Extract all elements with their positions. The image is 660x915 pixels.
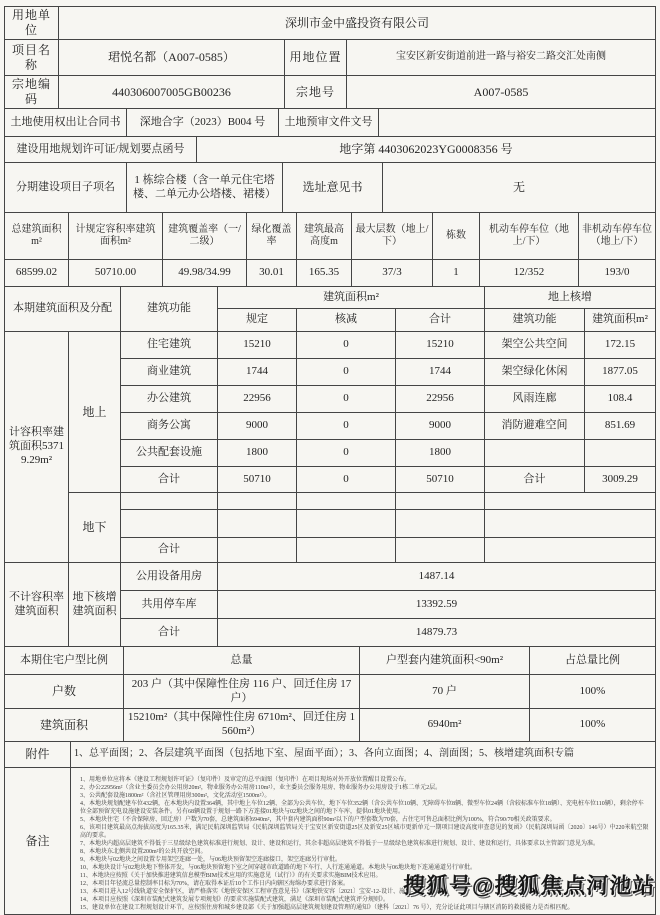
remark-line: 10、本地块设计与02地块地下整体开发，与06地块预留地下室之间穿越市政道路的地下车行、人行连通通道。本地块与06地块地下连通通道另行审批。 <box>80 864 477 871</box>
empty-cell <box>121 510 218 538</box>
row-planned: 1744 <box>218 359 297 386</box>
parcel-code-label: 宗地编码 <box>5 76 59 109</box>
remark-line: 15、建设单位在建设工程规划设计环节，应按照住房和城乡建设部《关于加强超高层建筑规划建设管理的通知》（建科〔2021〕76 号），充分论证此项目与辖区消防的救援能力是否相匹配。 <box>80 904 574 911</box>
below-total-label: 合计 <box>121 538 218 563</box>
row-function: 合计 <box>121 619 218 647</box>
empty-cell <box>218 538 297 563</box>
remark-line: 11、本地块应按照《关于加快推进建筑信息模型BIM技术应用的实施意见（试行）》的有关要求实施BIM技术应用。 <box>80 872 382 879</box>
remark-line: 2、办公22956m²（含业主委员会办公用房20m²，物业服务办公用房110m²），业主委员会服务用房、物业服务办公用房设于1栋二单元2层。 <box>80 784 442 791</box>
allocation-col-function: 建筑功能 <box>121 287 218 332</box>
land-unit-label: 用地单位 <box>5 7 59 40</box>
permit-value: 地字第 4403062023YG0008356 号 <box>197 137 656 163</box>
row-total: 1744 <box>396 359 485 386</box>
parcel-no-label: 宗地号 <box>285 76 347 109</box>
housing-row-total: 15210m²（其中保障性住房 6710m²、回迁住房 1560m²） <box>124 709 360 742</box>
allocation-col-planned: 规定 <box>218 309 297 332</box>
housing-col-ratio: 占总量比例 <box>530 647 656 675</box>
pre-review-value <box>379 109 656 137</box>
remark-line: 1、用地单位应将本《建设工程规划许可证》（复印件）及审定的总平面图（复印件）在项目现场对外开放位置醒目设置公布。 <box>80 777 411 783</box>
row-function: 商务公寓 <box>121 413 218 440</box>
facts-header-greening: 绿化覆盖率 <box>247 213 297 260</box>
key-facts-table <box>4 212 656 287</box>
pre-review-label: 土地预审文件文号 <box>279 109 379 137</box>
parcel-code-value: 440306007005GB00236 <box>59 76 285 109</box>
below-bonus-label: 地下核增建筑面积 <box>69 563 121 647</box>
row-planned: 15210 <box>218 332 297 359</box>
row-function: 公共配套设施 <box>121 440 218 467</box>
below-ground-label: 地下 <box>69 493 121 563</box>
contract-table <box>4 108 656 137</box>
empty-cell <box>218 510 297 538</box>
empty-cell <box>396 538 485 563</box>
allocation-col-reduced: 核减 <box>297 309 396 332</box>
remark-line: 14、本项目应按照《深圳市装配式建筑发展专项规划》的要求实施装配式建筑，满足《深圳市装配式建筑评分规则》。 <box>80 896 390 903</box>
row-reduced: 0 <box>297 359 396 386</box>
land-location-value: 宝安区新安街道前进一路与裕安二路交汇处南侧 <box>347 40 656 76</box>
facts-header-height: 建筑最高高度m <box>297 213 352 260</box>
empty-cell <box>396 510 485 538</box>
sohu-watermark: 搜狐号@搜狐焦点河池站 <box>402 873 656 898</box>
empty-cell <box>297 538 396 563</box>
empty-cell <box>297 510 396 538</box>
empty-cell <box>485 538 656 563</box>
above-ground-label: 地上 <box>69 332 121 493</box>
row-function: 住宅建筑 <box>121 332 218 359</box>
site-opinion-value: 无 <box>383 163 656 213</box>
site-opinion-label: 选址意见书 <box>283 163 383 213</box>
allocation-col-bonus-area: 建筑面积m² <box>585 309 656 332</box>
sub-project-value: 1 栋综合楼（含一单元住宅塔楼、二单元办公塔楼、裙楼） <box>127 163 283 213</box>
row-reduced: 0 <box>297 467 396 493</box>
facts-header-coverage: 建筑覆盖率（一/二级） <box>163 213 247 260</box>
housing-row-ratio: 100% <box>530 675 656 709</box>
facts-value-buildings: 1 <box>433 260 480 287</box>
project-name-value: 珺悦名都（A007-0585） <box>59 40 285 76</box>
row-bonus-area: 172.15 <box>585 332 656 359</box>
row-planned: 1800 <box>218 440 297 467</box>
row-function: 合计 <box>121 467 218 493</box>
facts-header-far-area: 计规定容积率建筑面积m² <box>69 213 163 260</box>
row-bonus-function: 架空公共空间 <box>485 332 585 359</box>
far-area-label: 计容积率建筑面积53719.29m² <box>5 332 69 563</box>
empty-cell <box>485 510 656 538</box>
row-bonus-area: 851.69 <box>585 413 656 440</box>
empty-cell <box>218 493 297 510</box>
housing-row-small: 70 户 <box>360 675 530 709</box>
row-total: 22956 <box>396 386 485 413</box>
allocation-col-bonus-function: 建筑功能 <box>485 309 585 332</box>
row-value: 14879.73 <box>218 619 656 647</box>
facts-header-buildings: 栋数 <box>433 213 480 260</box>
land-unit-value: 深圳市金中盛投资有限公司 <box>59 7 656 40</box>
allocation-section-label: 本期建筑面积及分配 <box>5 287 121 332</box>
housing-col-total: 总量 <box>124 647 360 675</box>
row-bonus-function: 风雨连廊 <box>485 386 585 413</box>
permit-no-table <box>4 136 656 163</box>
facts-header-total-area: 总建筑面积m² <box>5 213 69 260</box>
empty-cell <box>297 493 396 510</box>
facts-value-greening: 30.01 <box>247 260 297 287</box>
project-parcel-table <box>4 39 656 109</box>
table-row <box>5 332 656 359</box>
row-total: 1800 <box>396 440 485 467</box>
remarks-label: 备注 <box>5 768 71 915</box>
empty-cell <box>485 493 656 510</box>
nofar-area-label: 不计容积率建筑面积 <box>5 563 69 647</box>
land-contract-label: 土地使用权出让合同书 <box>5 109 127 137</box>
row-total: 9000 <box>396 413 485 440</box>
attachment-label: 附件 <box>5 742 71 768</box>
row-reduced: 0 <box>297 440 396 467</box>
row-bonus-function: 合计 <box>485 467 585 493</box>
allocation-table <box>4 286 656 647</box>
row-bonus-area: 108.4 <box>585 386 656 413</box>
row-planned: 9000 <box>218 413 297 440</box>
row-reduced: 0 <box>297 332 396 359</box>
allocation-col-bonus-group: 地上核增 <box>485 287 656 309</box>
remark-line: 12、本项目年径流总量控制率目标为70%，请在取得本证后10个工作日内向辖区海绵办要求进行备案。 <box>80 880 349 887</box>
sub-project-label: 分期建设项目子项名 <box>5 163 127 213</box>
row-bonus-function: 消防避难空间 <box>485 413 585 440</box>
row-reduced: 0 <box>297 413 396 440</box>
row-bonus-area: 1877.05 <box>585 359 656 386</box>
attachment-table <box>4 741 656 768</box>
row-total: 15210 <box>396 332 485 359</box>
facts-value-parking: 12/352 <box>480 260 579 287</box>
row-reduced: 0 <box>297 386 396 413</box>
remark-line: 6、该项目建筑最高点海拔高度为165.35米，满足民航深圳监管局《民航深圳监管局关于宝安区新安街道25区及新安25区城市更新单元一期项目建设高度审查意见的复函》（民航深圳局函〔2020〕146号）中220米航空限高的要求。 <box>80 824 649 839</box>
housing-row-small: 6940m² <box>360 709 530 742</box>
facts-value-total-area: 68599.02 <box>5 260 69 287</box>
sub-project-table <box>4 162 656 213</box>
remark-line: 5、本地块住宅（不含保障房、回迁房）户数为70套，总建筑面积6940m²，其中套内建筑面积90m²以下的户型套数为70套，占住宅可售总面积比例为100%，符合90/70相关政策要求。 <box>80 816 556 823</box>
housing-row-ratio: 100% <box>530 709 656 742</box>
row-function: 共用停车库 <box>121 591 218 619</box>
table-row <box>5 563 656 591</box>
permit-label: 建设用地规划许可证/规划要点函号 <box>5 137 197 163</box>
row-bonus-area <box>585 440 656 467</box>
housing-row-label: 户数 <box>5 675 124 709</box>
row-function: 办公建筑 <box>121 386 218 413</box>
facts-value-bike-parking: 193/0 <box>579 260 656 287</box>
project-name-label: 项目名称 <box>5 40 59 76</box>
remark-line: 7、本地块内超高层建筑不得低于三星级绿色建筑标准进行规划、设计、建设和运行，其余非超高层建筑不得低于一星级绿色建筑标准进行规划、设计、建设和运行，具体要求以主管部门意见为准。 <box>80 840 600 847</box>
row-value: 1487.14 <box>218 563 656 591</box>
row-bonus-function: 架空绿化休闲 <box>485 359 585 386</box>
empty-cell <box>121 493 218 510</box>
remark-line: 4、本地块规划配建车位432辆，在本地块内设置364辆，其中地上车位12辆、全部为公共车位，地下车位352辆（含公共车位10辆、无障碍车位8辆、微型车位24辆（含较标准车位18辆）、充电桩车位110辆），剩余停车位全部预留充电设施建设安装条件。另有68辆设置于规划一路下方连接01地块与02地块之间的地下车库，提供01地块使用。 <box>80 800 644 815</box>
table-row <box>5 493 656 510</box>
facts-header-floors: 最大层数（地上/下） <box>352 213 433 260</box>
land-contract-value: 深地合字（2023）B004 号 <box>127 109 279 137</box>
land-unit-table <box>4 6 656 40</box>
allocation-col-total: 合计 <box>396 309 485 332</box>
land-location-label: 用地位置 <box>285 40 347 76</box>
facts-value-height: 165.35 <box>297 260 352 287</box>
facts-header-bike-parking: 非机动车停车位（地上/下） <box>579 213 656 260</box>
housing-row-total: 203 户（其中保障性住房 116 户、回迁住房 17 户） <box>124 675 360 709</box>
housing-col-small: 户型套内建筑面积<90m² <box>360 647 530 675</box>
housing-section-label: 本期住宅户型比例 <box>5 647 124 675</box>
row-bonus-function <box>485 440 585 467</box>
remark-line: 9、本地块与02地块之间设置专用架空连廊一处，与06地块预留架空连廊接口，架空连廊另行审批。 <box>80 856 342 863</box>
parcel-no-value: A007-0585 <box>347 76 656 109</box>
attachment-value: 1、总平面图；2、各层建筑平面图（包括地下室、屋面平面）；3、各向立面图；4、剖面图；5、核增建筑面积专篇 <box>71 742 656 768</box>
remark-line: 3、公共配套设施1800m²（含社区管理用房300m²，文化活动室1500m²）。 <box>80 792 271 799</box>
row-total: 50710 <box>396 467 485 493</box>
table-row <box>5 709 656 742</box>
row-bonus-area: 3009.29 <box>585 467 656 493</box>
facts-value-floors: 37/3 <box>352 260 433 287</box>
remark-line: 13、本项目进入12号线轨道安全保护区，请严格落实《地铁安保区工程审查意见书》（深地铁安容〔2021〕宝安-12-设计、施工-3号）要求。 <box>80 888 446 895</box>
row-value: 13392.59 <box>218 591 656 619</box>
facts-header-parking: 机动车停车位（地上/下） <box>480 213 579 260</box>
housing-ratio-table <box>4 646 656 742</box>
allocation-col-area-group: 建筑面积m² <box>218 287 485 309</box>
facts-value-far-area: 50710.00 <box>69 260 163 287</box>
row-planned: 22956 <box>218 386 297 413</box>
table-row <box>5 675 656 709</box>
facts-value-coverage: 49.98/34.99 <box>163 260 247 287</box>
remark-line: 8、本地块东北侧共设置200m²的公共开放空间。 <box>80 848 207 855</box>
housing-row-label: 建筑面积 <box>5 709 124 742</box>
row-planned: 50710 <box>218 467 297 493</box>
empty-cell <box>396 493 485 510</box>
row-function: 商业建筑 <box>121 359 218 386</box>
row-function: 公用设备用房 <box>121 563 218 591</box>
